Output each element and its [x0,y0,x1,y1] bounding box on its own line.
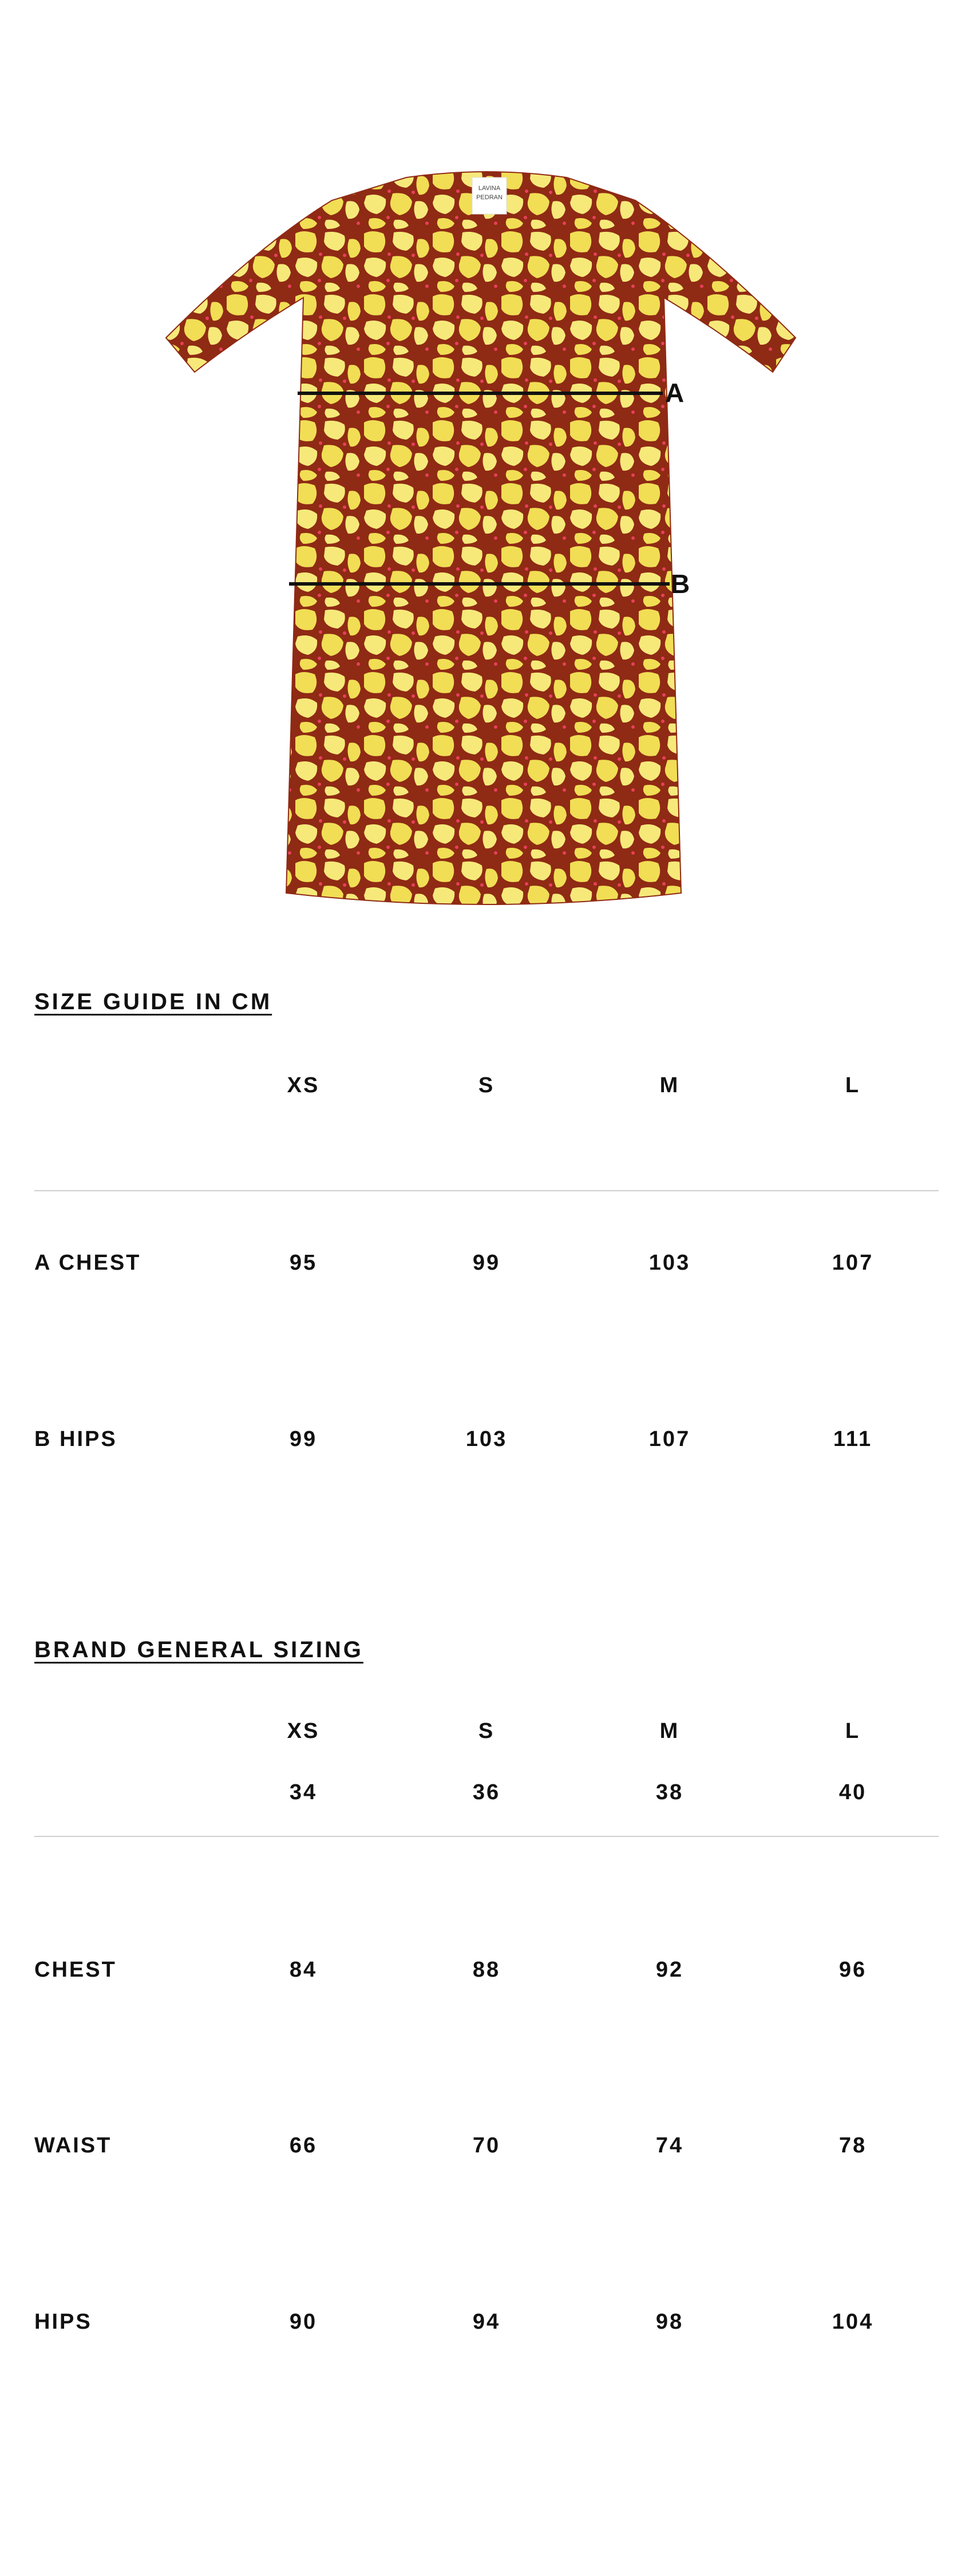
brand-sizing-cell: 88 [472,1958,501,1982]
size-guide-col-xs: XS [287,1073,320,1097]
brand-sizing-cell: 94 [472,2310,501,2334]
brand-sizing-numeric-38: 38 [655,1780,684,1804]
brand-sizing-title: BRAND GENERAL SIZING [34,1637,363,1662]
size-guide-col-m: M [659,1073,680,1097]
dress-illustration [86,166,887,927]
size-guide-cell: 99 [472,1251,501,1275]
size-guide-row-label-chest: A CHEST [34,1251,141,1275]
brand-sizing-row-label-waist: WAIST [34,2134,112,2158]
size-guide-row-label-hips: B HIPS [34,1427,117,1451]
brand-sizing-col-s: S [478,1719,495,1743]
size-guide-cell: 111 [833,1427,873,1451]
brand-sizing-cell: 84 [289,1958,318,1982]
brand-sizing-cell: 98 [655,2310,684,2334]
brand-sizing-cell: 66 [289,2134,318,2158]
brand-sizing-divider [34,1836,939,1837]
dress-svg [86,166,887,927]
size-guide-cell: 107 [648,1427,691,1451]
size-guide-col-s: S [478,1073,495,1097]
size-guide-cell: 99 [289,1427,318,1451]
brand-sizing-cell: 96 [838,1958,867,1982]
brand-sizing-numeric-34: 34 [289,1780,318,1804]
measure-marker-b: B [671,569,690,599]
brand-sizing-col-l: L [845,1719,861,1743]
size-guide-cell: 95 [289,1251,318,1275]
brand-tag-line-2: PEDRAN [476,194,503,201]
size-guide-divider [34,1190,939,1191]
brand-tag [472,177,507,214]
brand-sizing-numeric-40: 40 [838,1780,867,1804]
size-guide-col-l: L [845,1073,861,1097]
brand-sizing-cell: 92 [655,1958,684,1982]
size-guide-title: SIZE GUIDE IN CM [34,989,272,1014]
brand-sizing-cell: 90 [289,2310,318,2334]
brand-sizing-cell: 74 [655,2134,684,2158]
brand-sizing-cell: 70 [472,2134,501,2158]
brand-sizing-cell: 78 [838,2134,867,2158]
size-guide-cell: 103 [648,1251,691,1275]
dress-body [166,172,796,904]
brand-sizing-row-label-hips: HIPS [34,2310,92,2334]
brand-sizing-col-xs: XS [287,1719,320,1743]
brand-sizing-cell: 104 [832,2310,874,2334]
brand-sizing-row-label-chest: CHEST [34,1958,117,1982]
size-guide-cell: 103 [465,1427,508,1451]
brand-sizing-numeric-36: 36 [472,1780,501,1804]
measure-marker-a: A [665,378,685,408]
brand-sizing-col-m: M [659,1719,680,1743]
brand-tag-line-1: LAVINA [478,185,501,192]
size-guide-cell: 107 [832,1251,874,1275]
